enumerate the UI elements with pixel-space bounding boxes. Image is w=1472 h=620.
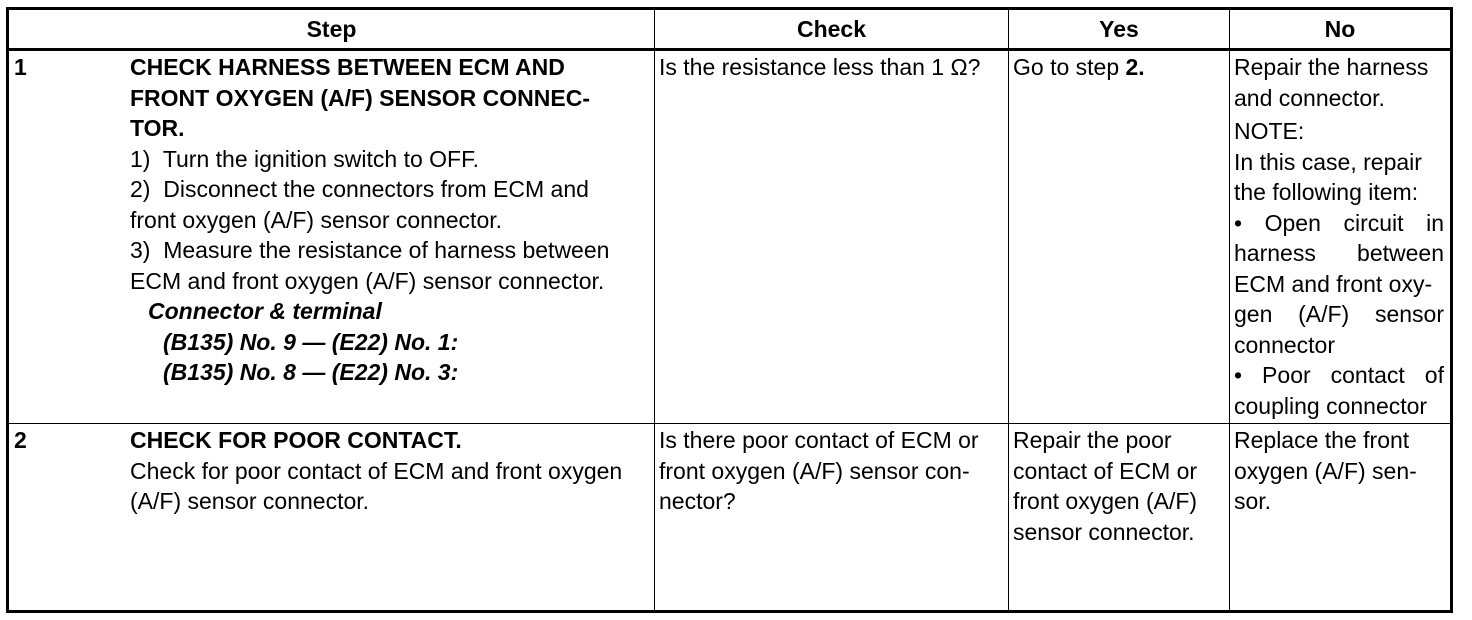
instruction-line: ECM and front oxygen (A/F) sensor connector. [130, 267, 605, 294]
no-line: sor. [1234, 488, 1272, 514]
instruction-line: (A/F) sensor connector. [130, 488, 370, 514]
note-line: gen (A/F) sensor [1234, 301, 1444, 327]
table-row [8, 424, 1452, 612]
instruction-line: front oxygen (A/F) sensor connector. [130, 206, 503, 233]
instruction-line: 3) Measure the resistance of harness between [130, 237, 610, 263]
check-text [655, 424, 1008, 517]
yes-prefix: Go to step [1013, 54, 1126, 80]
yes-line: contact of ECM or [1013, 457, 1198, 484]
instruction-line: 1) Turn the ignition switch to OFF. [130, 145, 479, 172]
no-line: Replace the front [1234, 427, 1410, 453]
check-line: nector? [659, 488, 736, 514]
diagnostic-procedure-table [6, 7, 1453, 613]
instruction-line: Check for poor contact of ECM and front oxygen [130, 457, 623, 484]
step-cell [8, 424, 655, 612]
note-line: connector [1234, 331, 1336, 358]
instruction-line: 2) Disconnect the connectors from ECM and [130, 176, 589, 202]
no-line: and connector. [1234, 84, 1385, 111]
note-label: NOTE: [1234, 118, 1305, 144]
header-check: Check [655, 9, 1009, 50]
yes-line: Repair the poor [1013, 427, 1172, 453]
yes-line: front oxygen (A/F) [1013, 488, 1198, 514]
yes-text [1009, 51, 1229, 83]
check-text: Is the resistance less than 1 Ω? [659, 54, 981, 80]
step-number: 2 [14, 427, 27, 453]
note-line: In this case, repair [1234, 148, 1422, 175]
header-step: Step [8, 9, 655, 50]
spec-label: Connector & terminal [148, 298, 382, 324]
note-line: ECM and front oxy- [1234, 270, 1433, 297]
yes-line: sensor connector. [1013, 518, 1195, 545]
table-row [8, 50, 1452, 424]
check-cell [655, 50, 1009, 424]
spec-line: (B135) No. 8 — (E22) No. 3: [163, 359, 459, 385]
note-line: coupling connector [1234, 392, 1428, 419]
note-line: • Open circuit in [1234, 209, 1444, 236]
no-text [1230, 424, 1450, 517]
note-line: harness between [1234, 240, 1444, 266]
no-cell [1230, 50, 1452, 424]
yes-cell [1009, 50, 1230, 424]
note-line: the following item: [1234, 179, 1419, 205]
step-title-line: CHECK HARNESS BETWEEN ECM AND [130, 54, 565, 80]
header-yes: Yes [1009, 9, 1230, 50]
step-title-line: TOR. [130, 115, 185, 141]
no-line: Repair the harness [1234, 54, 1429, 80]
yes-cell [1009, 424, 1230, 612]
yes-text [1009, 424, 1229, 547]
no-line: oxygen (A/F) sen- [1234, 457, 1417, 484]
step-title-line: FRONT OXYGEN (A/F) SENSOR CONNEC- [130, 84, 591, 111]
header-no: No [1230, 9, 1452, 50]
check-line: Is there poor contact of ECM or [659, 427, 979, 453]
no-text [1230, 51, 1450, 421]
step-number: 1 [14, 54, 27, 80]
note-line: • Poor contact of [1234, 362, 1444, 388]
step-cell [8, 50, 655, 424]
yes-step-ref: 2. [1125, 54, 1145, 80]
spec-line: (B135) No. 9 — (E22) No. 1: [163, 328, 459, 355]
check-line: front oxygen (A/F) sensor con- [659, 457, 970, 484]
header-row [8, 9, 1452, 50]
check-cell [655, 424, 1009, 612]
no-cell [1230, 424, 1452, 612]
step-title-line: CHECK FOR POOR CONTACT. [130, 427, 462, 453]
